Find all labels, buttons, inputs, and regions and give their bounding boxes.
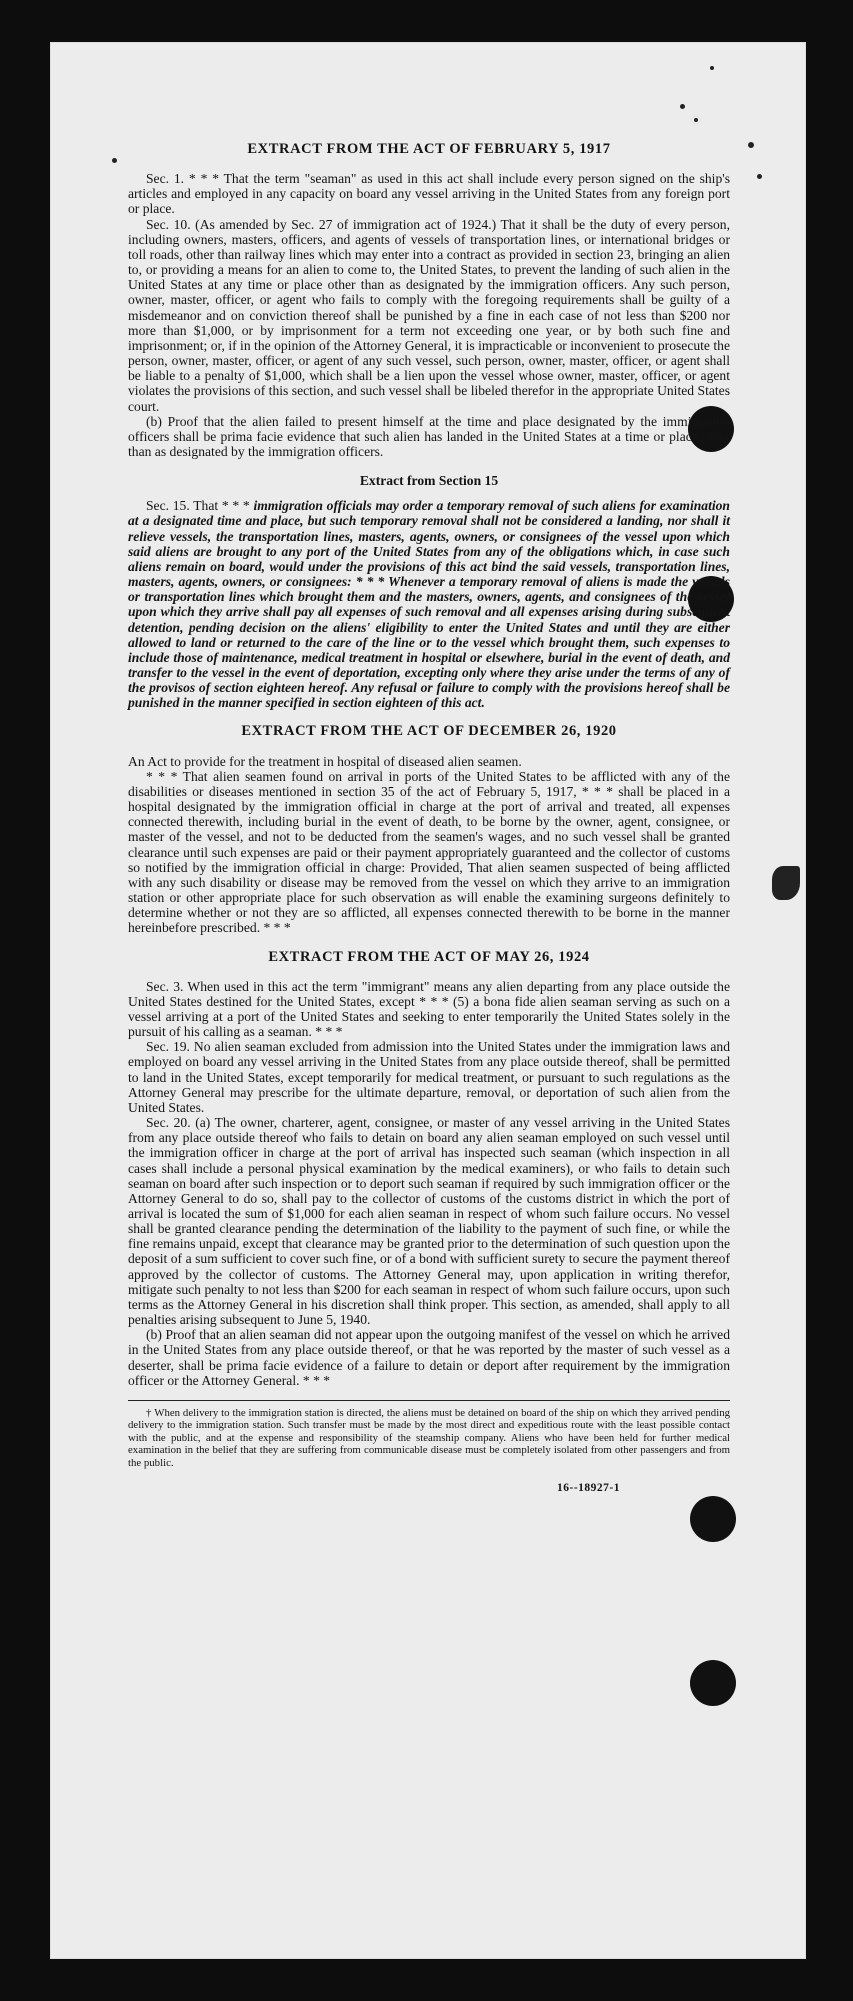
act-1920-body: * * * That alien seamen found on arrival in ports of the United States to be afflicted with any of the disabilities or diseases mentioned in section 35 of the act of February 5, 1917, * * * shall be placed in a hospital designated by the immigration official in charge at the port of arrival and treated, all expenses connected therewith, including burial in the event of death, to be borne by the owner, agent, consignee, or master of the vessel, and not to be deducted from the seamen's wages, and no such vessel shall be granted clearance until such expenses are paid or their payment appropriately guaranteed and the collector of customs so notified by the immigration official in charge: Provided, That alien seamen suspected of being afflicted with any such disability or disease may be removed from the vessel on which they arrive to an immigration station or other appropriate place for such observation as will enable the examining surgeons definitely to determine whether or not they are so afflicted, all expenses connected therewith to be borne in the manner hereinbefore prescribed. * * * bbox=[128, 768, 730, 936]
section-10-b: (b) Proof that the alien failed to present himself at the time and place designated by the immigration officers shall be prima facie evidence that such alien has landed in the United States at a time or place other than as designated by the immigration officers. bbox=[128, 413, 730, 459]
ink-speck bbox=[757, 174, 762, 179]
heading-act-1924: EXTRACT FROM THE ACT OF MAY 26, 1924 bbox=[268, 948, 590, 965]
ink-speck bbox=[112, 158, 117, 163]
section-20-b: (b) Proof that an alien seaman did not appear upon the outgoing manifest of the vessel on which he arrived in the United States from any place outside thereof, or that he was reported by the master of such vessel as a deserter, shall be prima facie evidence of a failure to detain or deport after requirement by the immigration officer or the Attorney General. * * * bbox=[128, 1327, 730, 1388]
footnote-divider bbox=[128, 1400, 730, 1401]
section-15 bbox=[128, 498, 730, 710]
act-1920-title: An Act to provide for the treatment in hospital of diseased alien seamen. bbox=[128, 753, 522, 769]
document-text bbox=[128, 142, 730, 1496]
section-15-italic: immigration officials may order a temporary removal of such aliens for examination at a designated time and place, but such temporary removal shall not be considered a landing, nor shall it relieve vessels, the transportation lines, masters, agents, owners, or consignees of the vessel upon which said aliens are brought to any port of the United States from any of the obligations which, in case such aliens remain on board, would under the provisions of this act bind the said vessels, transportation lines, masters, agents, owners, or consignees: * * * Whenever a temporary removal of aliens is made the vessels or transportation lines which brought them and the masters, owners, agents, and consignees of the vessel upon which they arrive shall pay all expenses of such removal and all expenses arising during subsequent detention, pending decision on the aliens' eligibility to enter the United States and until they are either allowed to land or returned to the care of the line or to the vessel which brought them, such expenses to include those of maintenance, medical treatment in hospital or elsewhere, burial in the event of death, and transfer to the vessel in the event of deportation, excepting only where they arise under the terms of any of the provisos of section eighteen hereof. Any refusal or failure to comply with the provisions hereof shall be punished in the manner specified in section eighteen of this act. bbox=[128, 498, 730, 711]
section-15-lead: Sec. 15. That * * * bbox=[146, 498, 254, 514]
section-1: Sec. 1. * * * That the term "seaman" as used in this act shall include every person signed on the ship's articles and employed in any capacity on board any vessel arriving in the United States from any foreign port or place. bbox=[128, 171, 730, 217]
ink-speck bbox=[680, 104, 685, 109]
section-10: Sec. 10. (As amended by Sec. 27 of immigration act of 1924.) That it shall be the duty of every person, including owners, masters, officers, and agents of vessels of transportation lines, or international bridges or toll roads, other than railway lines which may enter into a contract as provided in section 23, bringing an alien to, or providing a means for an alien to come to, the United States, to prevent the landing of such alien in the United States at any time or place other than as designated by the immigration officers. Any such person, owner, master, officer, or agent who fails to comply with the foregoing requirements shall be guilty of a misdemeanor and on conviction thereof shall be punished by a fine in each case of not less than $200 nor more than $1,000, or by imprisonment for a term not exceeding one year, or by both such fine and imprisonment; or, if in the opinion of the Attorney General, it is impracticable or inconvenient to prosecute the person, owner, master, officer, or agent of any such vessel, such person, owner, master, officer, or agent shall be liable to a penalty of $1,000, which shall be a lien upon the vessel whose owner, master, officer, or agent violates the provisions of this section, and such vessel shall be libeled therefor in the appropriate United States court. bbox=[128, 216, 730, 414]
ink-speck bbox=[748, 142, 754, 148]
section-19: Sec. 19. No alien seaman excluded from admission into the United States under the immigration laws and employed on board any vessel arriving in the United States from any place outside thereof, shall be permitted to land in the United States, except temporarily for medical treatment, or pursuant to such regulations as the Attorney General may prescribe for the ultimate departure, removal, or deportation of such alien from the United States. bbox=[128, 1039, 730, 1115]
ink-speck bbox=[772, 866, 800, 900]
footnote: † When delivery to the immigration station is directed, the aliens must be detained on board of the ship on which they arrived pending delivery to the immigration station. Such transfer must be made by the most direct and expeditious route with the least possible contact with the public, and at the expense and responsibility of the steamship company. Aliens who have been held for further medical examination in the belief that they are suffering from communicable disease must be completely isolated from other passengers and from the public. bbox=[128, 1406, 730, 1469]
ink-speck bbox=[694, 118, 698, 122]
section-20: Sec. 20. (a) The owner, charterer, agent, consignee, or master of any vessel arriving in the United States from any place outside thereof who fails to detain on board any alien seaman employed on such vessel until the immigration officer in charge at the port of arrival has inspected such seaman (which inspection in all cases shall include a personal physical examination by the medical examiners), or who fails to detain such seaman on board after such inspection or to deport such seaman if required by such immigration officer or the Attorney General to do so, shall pay to the collector of customs of the customs district in which the port of arrival is located the sum of $1,000 for each alien seaman in respect of whom such failure occurs. No vessel shall be granted clearance pending the determination of the liability to the payment of such fine, or while the fine remains unpaid, except that clearance may be granted prior to the determination of such question upon the deposit of a sum sufficient to cover such fine, or of a bond with sufficient surety to secure the payment thereof approved by the collector of customs. The Attorney General may, upon application in writing therefor, mitigate such penalty to not less than $200 for each seaman in respect of whom such failure occurs, upon such terms as the Attorney General in his discretion shall think proper. This section, as amended, shall apply to all penalties arising subsequent to June 5, 1940. bbox=[128, 1115, 730, 1328]
punch-hole bbox=[690, 1660, 736, 1706]
section-3: Sec. 3. When used in this act the term "immigrant" means any alien departing from any place outside the United States destined for the United States, except * * * (5) a bona fide alien seaman serving as such on a vessel arriving at a port of the United States and seeking to enter temporarily the United States solely in the pursuit of his calling as a seaman. * * * bbox=[128, 978, 730, 1040]
heading-act-1920: EXTRACT FROM THE ACT OF DECEMBER 26, 1920 bbox=[241, 723, 617, 740]
form-number: 16--18927-1 bbox=[557, 1481, 620, 1494]
heading-act-1917: EXTRACT FROM THE ACT OF FEBRUARY 5, 1917 bbox=[247, 141, 611, 157]
subheading-section-15: Extract from Section 15 bbox=[359, 473, 499, 489]
punch-hole bbox=[690, 1496, 736, 1542]
ink-speck bbox=[710, 66, 714, 70]
